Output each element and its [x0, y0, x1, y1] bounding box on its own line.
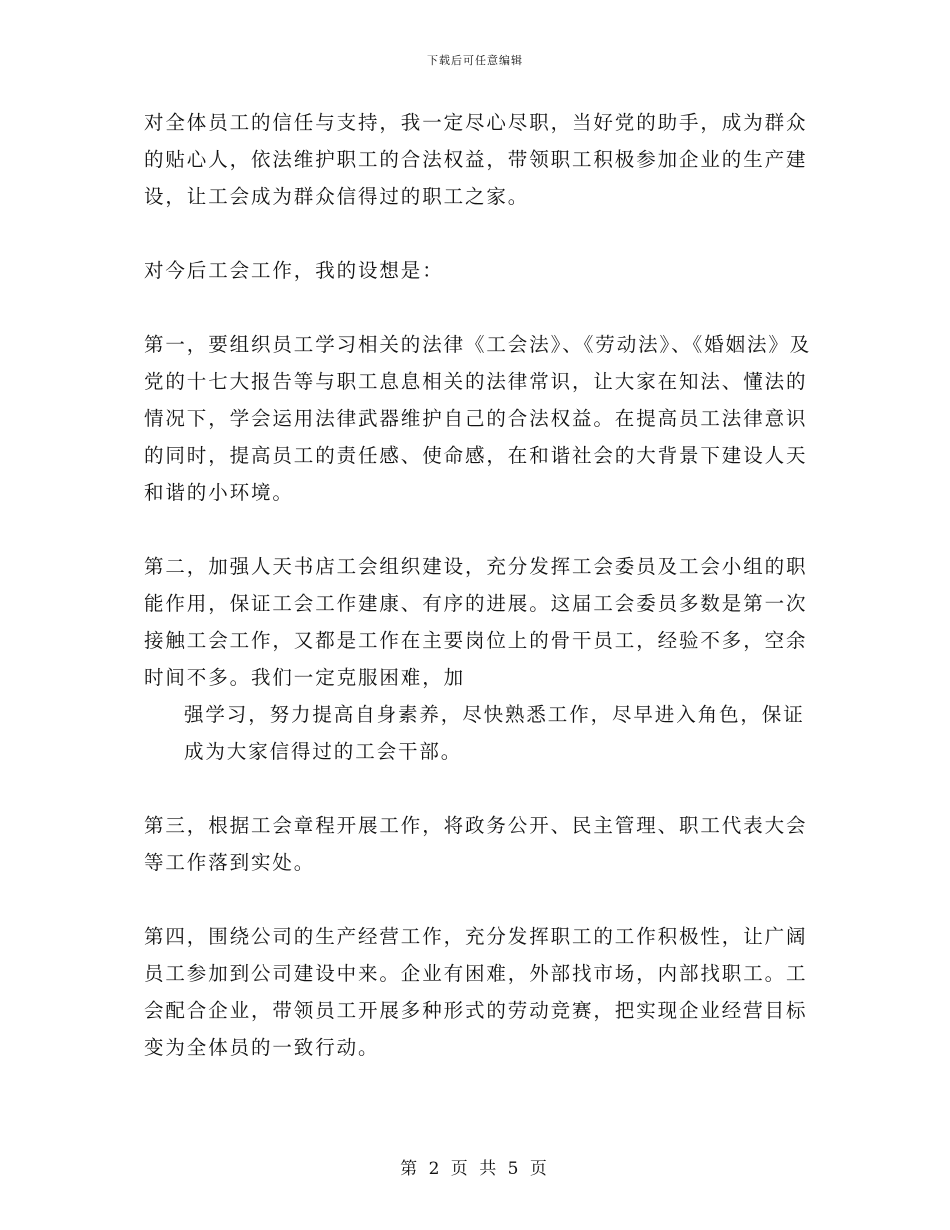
document-body: [144, 104, 814, 1066]
page-number-footer: 第 2 页 共 5 页: [400, 1159, 550, 1179]
page-header: 下载后可任意编辑: [427, 54, 523, 67]
paragraph-third-point: 第三，根据工会章程开展工作，将政务公开、民主管理、职工代表大会等工作落到实处。: [144, 814, 808, 874]
paragraph-first-point: 第一，要组织员工学习相关的法律《工会法》、《劳动法》、《婚姻法》及党的十七大报告等与职工息息相关的法律常识，让大家在知法、懂法的情况下，学会运用法律武器维护自己的合法权益。在提高员工法律意识的同时，提高员工的责任感、使命感，在和谐社会的大背景下建设人天和谐的小环境。: [144, 333, 812, 504]
paragraph-trust-support: 对全体员工的信任与支持，我一定尽心尽职，当好党的助手，成为群众的贴心人，依法维护职工的合法权益，带领职工积极参加企业的生产建设，让工会成为群众信得过的职工之家。: [144, 111, 808, 208]
paragraph-second-point-continued: 强学习，努力提高自身素养，尽快熟悉工作，尽早进入角色，保证成为大家信得过的工会干部。: [184, 703, 805, 763]
paragraph-fourth-point: 第四，围绕公司的生产经营工作，充分发挥职工的工作积极性，让广阔员工参加到公司建设中来。企业有困难，外部找市场，内部找职工。工会配合企业，带领员工开展多种形式的劳动竞赛，把实现企业经营目标变为全体员的一致行动。: [144, 925, 808, 1059]
paragraph-plans-intro: 对今后工会工作，我的设想是：: [144, 259, 444, 282]
paragraph-second-point: 第二，加强人天书店工会组织建设，充分发挥工会委员及工会小组的职能作用，保证工会工作建康、有序的进展。这届工会委员多数是第一次接触工会工作，又都是工作在主要岗位上的骨干员工，经验不多，空余时间不多。我们一定克服困难，加: [144, 555, 808, 689]
